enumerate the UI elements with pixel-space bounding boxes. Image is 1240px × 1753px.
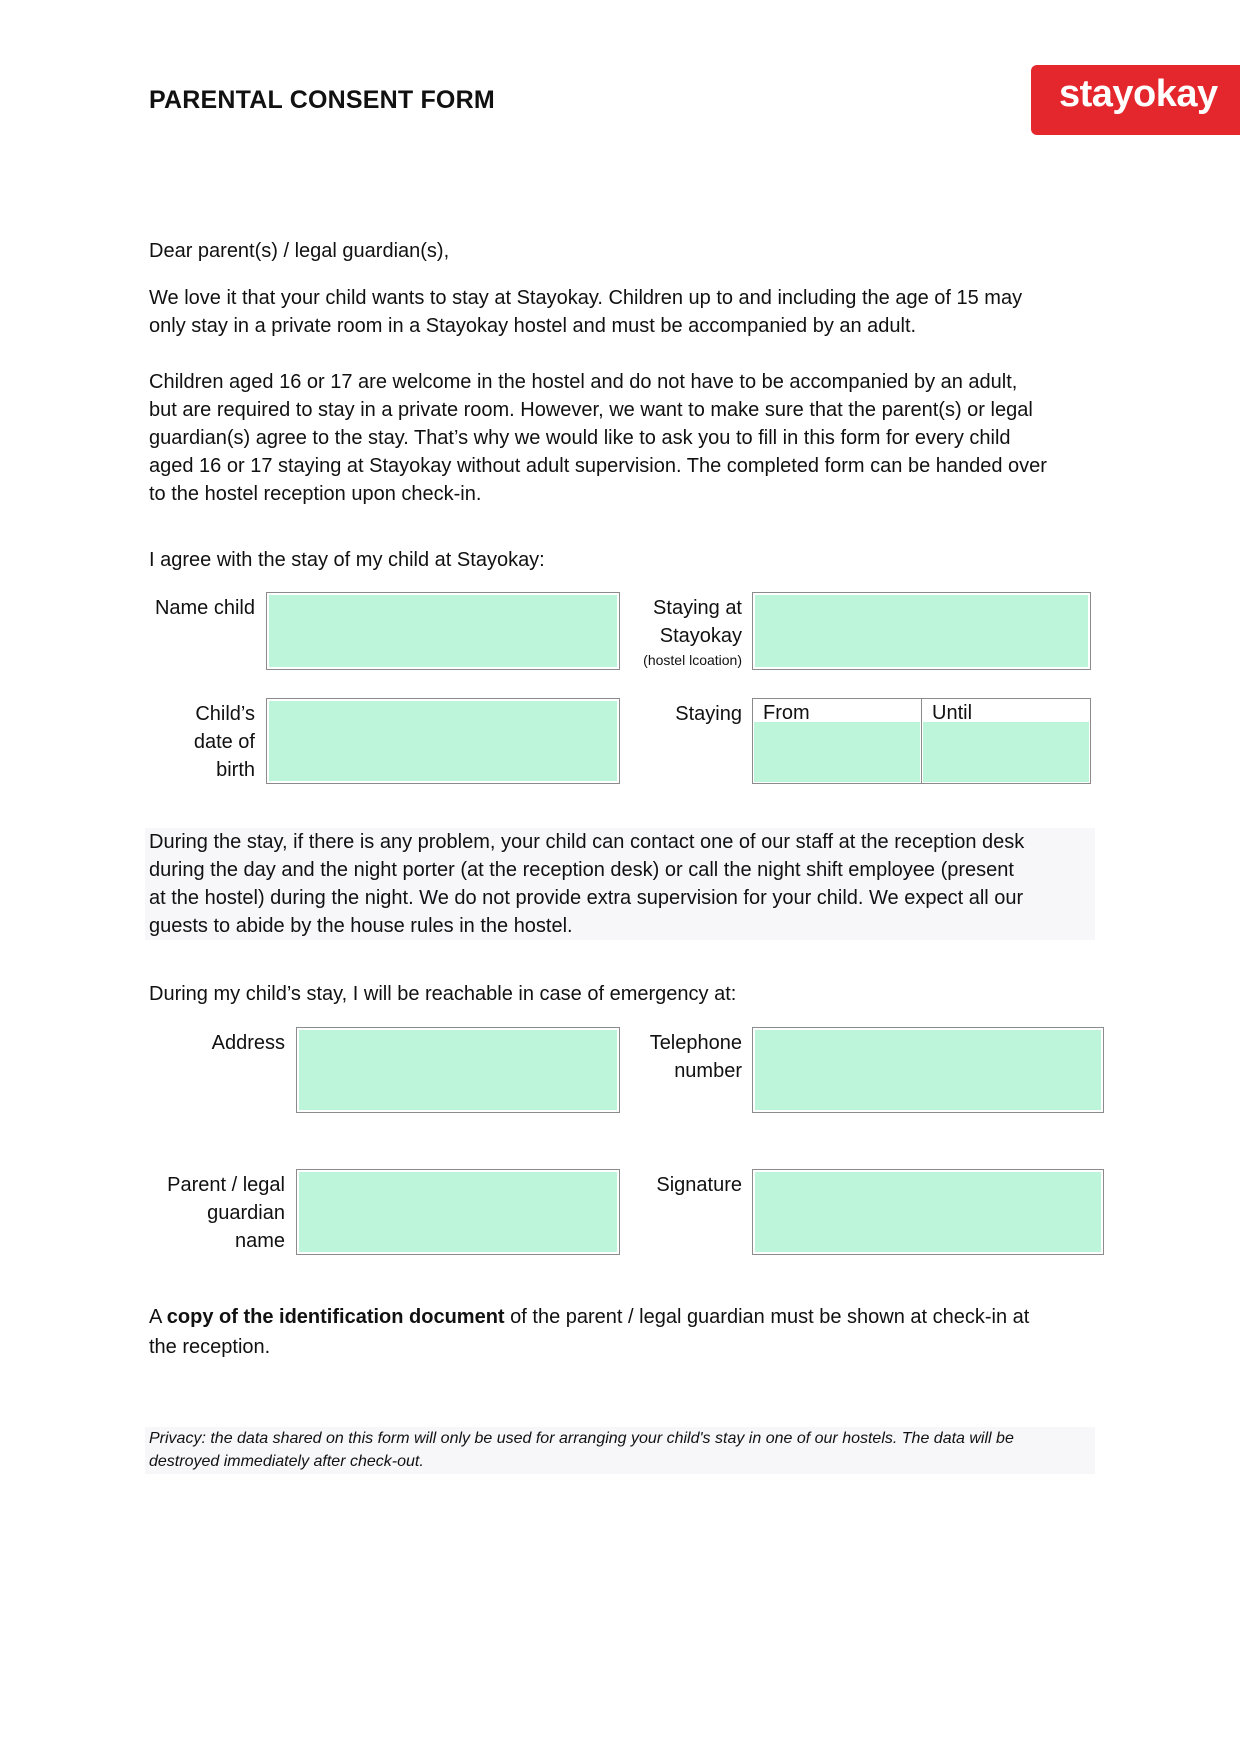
- staying-at-label: [600, 594, 742, 650]
- text-line: the reception.: [149, 1336, 271, 1358]
- greeting: Dear parent(s) / legal guardian(s),: [149, 240, 450, 262]
- text-line: During the stay, if there is any problem, your child can contact one of our staff at the reception desk: [149, 831, 1025, 853]
- label-line: date of: [193, 731, 255, 753]
- signature-label: Signature: [656, 1174, 742, 1196]
- label-line: Child’s: [195, 703, 255, 725]
- text-line: [149, 1302, 1099, 1332]
- label-line: Telephone: [649, 1032, 742, 1054]
- text-line: guardian(s) agree to the stay. That’s why we would like to ask you to fill in this form for every child: [149, 427, 1011, 449]
- label-line: Parent / legal: [167, 1174, 285, 1196]
- until-label: Until: [932, 702, 973, 724]
- label-line: Stayokay: [659, 625, 742, 647]
- label-line: guardian: [207, 1202, 285, 1224]
- stayokay-logo: [1031, 65, 1240, 135]
- dob-label: [120, 700, 255, 784]
- support-paragraph: [149, 828, 1099, 940]
- label-line: name: [234, 1230, 285, 1252]
- intro-paragraph-2: [149, 368, 1099, 508]
- note-suffix: of the parent / legal guardian must be shown at check-in at: [504, 1306, 1030, 1328]
- agree-statement: I agree with the stay of my child at Stayokay:: [149, 549, 545, 571]
- text-line: We love it that your child wants to stay at Stayokay. Children up to and including the age of 15 may: [149, 287, 1023, 309]
- address-label: Address: [211, 1032, 285, 1054]
- address-field[interactable]: [296, 1027, 620, 1113]
- text-line: but are required to stay in a private room. However, we want to make sure that the parent(s) or legal: [149, 399, 1033, 421]
- until-field[interactable]: [923, 722, 1089, 782]
- name-child-field[interactable]: [266, 592, 620, 670]
- staying-at-sublabel: (hostel lcoation): [643, 652, 742, 668]
- dob-field[interactable]: [266, 698, 620, 784]
- staying-at-field[interactable]: [752, 592, 1091, 670]
- until-cell[interactable]: [922, 699, 1090, 783]
- from-cell[interactable]: [753, 699, 922, 783]
- label-line: number: [674, 1060, 742, 1082]
- privacy-note: [149, 1427, 1099, 1473]
- stay-dates-box: [752, 698, 1091, 784]
- staying-label: Staying: [675, 703, 742, 725]
- label-line: birth: [216, 759, 255, 781]
- name-child-label: Name child: [154, 597, 255, 619]
- text-line: during the day and the night porter (at the reception desk) or call the night shift employee (present: [149, 859, 1014, 881]
- text-line: to the hostel reception upon check-in.: [149, 483, 482, 505]
- text-line: Children aged 16 or 17 are welcome in the hostel and do not have to be accompanied by an adult,: [149, 371, 1018, 393]
- text-line: at the hostel) during the night. We do not provide extra supervision for your child. We expect all our: [149, 887, 1024, 909]
- logo-text: stayokay: [1059, 73, 1218, 115]
- reachable-statement: During my child’s stay, I will be reachable in case of emergency at:: [149, 983, 737, 1005]
- telephone-label: [600, 1029, 742, 1085]
- signature-field[interactable]: [752, 1169, 1104, 1255]
- text-line: guests to abide by the house rules in the hostel.: [149, 915, 573, 937]
- text-line: only stay in a private room in a Stayokay hostel and must be accompanied by an adult.: [149, 315, 917, 337]
- telephone-field[interactable]: [752, 1027, 1104, 1113]
- note-prefix: A: [149, 1306, 167, 1328]
- note-emphasis: copy of the identification document: [166, 1306, 505, 1328]
- page-title: PARENTAL CONSENT FORM: [149, 86, 495, 114]
- label-line: Staying at: [653, 597, 742, 619]
- text-line: destroyed immediately after check-out.: [149, 1453, 424, 1470]
- text-line: aged 16 or 17 staying at Stayokay without adult supervision. The completed form can be handed over: [149, 455, 1047, 477]
- text-line: Privacy: the data shared on this form will only be used for arranging your child's stay in one of our hostels. The data will be: [149, 1430, 1014, 1447]
- guardian-name-label: [140, 1171, 285, 1255]
- intro-paragraph-1: [149, 284, 1099, 340]
- id-document-note: [149, 1302, 1099, 1362]
- guardian-name-field[interactable]: [296, 1169, 620, 1255]
- from-field[interactable]: [754, 722, 920, 782]
- from-label: From: [763, 702, 810, 724]
